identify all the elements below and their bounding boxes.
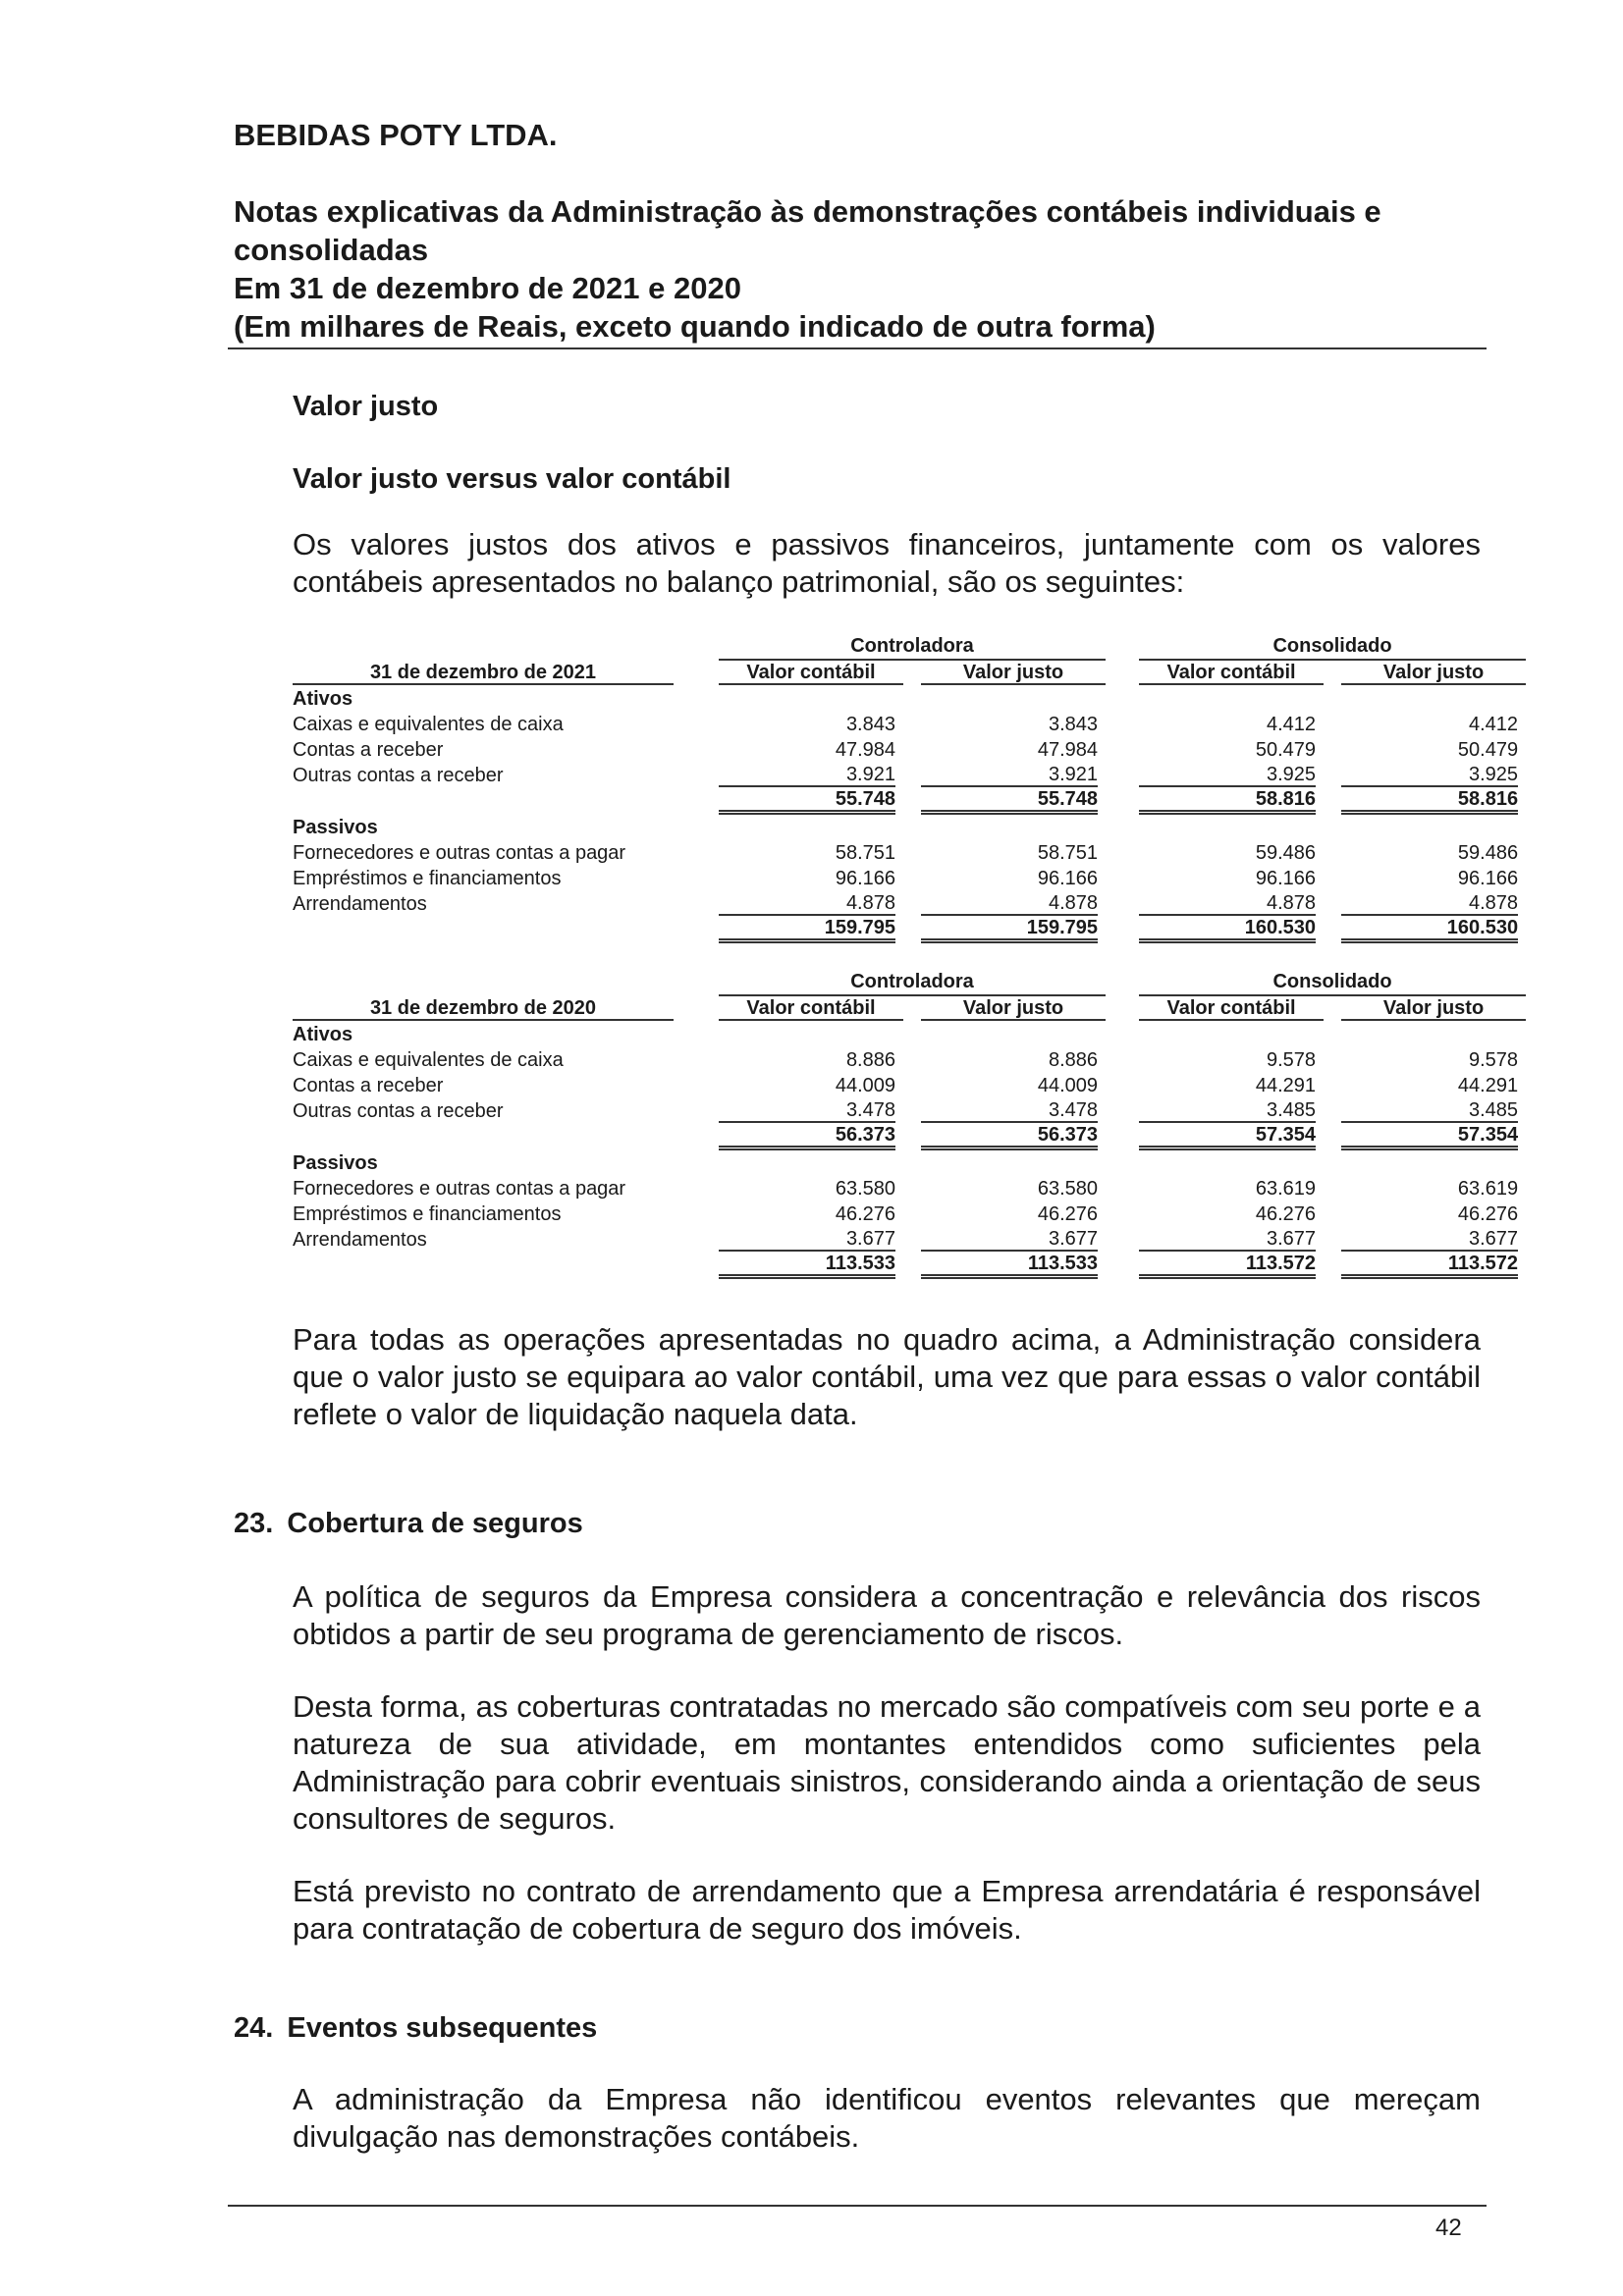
section-label: Ativos — [293, 1024, 353, 1045]
column-header: Valor justo — [921, 996, 1106, 1022]
company-name: BEBIDAS POTY LTDA. — [234, 118, 558, 152]
header-divider — [228, 347, 1487, 349]
table-row: Outras contas a receber 3.478 3.478 3.485 3.485 — [293, 1099, 1519, 1122]
table-date: 31 de dezembro de 2021 — [293, 661, 685, 686]
section-24-heading — [234, 2012, 597, 2045]
section-title: Cobertura de seguros — [287, 1508, 583, 1539]
table-row: Caixas e equivalentes de caixa 3.843 3.843 4.412 4.412 — [293, 714, 1519, 735]
column-header: Valor contábil — [719, 661, 903, 686]
total-row: 56.373 56.373 57.354 57.354 — [293, 1124, 1526, 1150]
fair-value-conclusion: Para todas as operações apresentadas no quadro acima, a Administração considera que o valor justo se equipara ao valor contábil, uma vez que para essas o valor contábil reflete o valor de liquidação naquela data. — [293, 1322, 1481, 1431]
table-row: Fornecedores e outras contas a pagar 63.580 63.580 63.619 63.619 — [293, 1178, 1519, 1200]
section-title: Eventos subsequentes — [287, 2012, 598, 2044]
column-header: Valor contábil — [1139, 996, 1324, 1022]
group-header-consolidado: Consolidado — [1139, 969, 1526, 996]
section-23-paragraph: Desta forma, as coberturas contratadas no mercado são compatíveis com seu porte e a natureza de sua atividade, em montantes entendidos como suficientes pela Administração para cobrir eventuais sinistros, considerando ainda a orientação de seus consultores de seguros. — [293, 1689, 1481, 1836]
table-row: Caixas e equivalentes de caixa 8.886 8.886 9.578 9.578 — [293, 1049, 1519, 1071]
total-row: 159.795 159.795 160.530 160.530 — [293, 917, 1526, 943]
title-line: (Em milhares de Reais, exceto quando indicado de outra forma) — [234, 309, 1156, 344]
section-label: Ativos — [293, 688, 353, 710]
section-23-heading — [234, 1508, 583, 1540]
fair-value-table-2020 — [293, 969, 1519, 1279]
title-line: Notas explicativas da Administração às demonstrações contábeis individuais e — [234, 194, 1381, 229]
table-date: 31 de dezembro de 2020 — [293, 996, 685, 1022]
table-row: Fornecedores e outras contas a pagar 58.751 58.751 59.486 59.486 — [293, 842, 1519, 864]
section-24-paragraph: A administração da Empresa não identificou eventos relevantes que mereçam divulgação nas demonstrações contábeis. — [293, 2082, 1481, 2154]
table-row: Arrendamentos 3.677 3.677 3.677 3.677 — [293, 1228, 1519, 1251]
column-header: Valor contábil — [719, 996, 903, 1022]
title-line: consolidadas — [234, 233, 429, 267]
document-title — [234, 192, 1481, 346]
section-number: 23. — [234, 1508, 274, 1539]
section-23-paragraph: A política de seguros da Empresa considera a concentração e relevância dos riscos obtidos a partir de seu programa de gerenciamento de riscos. — [293, 1579, 1481, 1651]
table-row: Arrendamentos 4.878 4.878 4.878 4.878 — [293, 892, 1519, 915]
section-number: 24. — [234, 2012, 274, 2044]
fair-value-subheading: Valor justo versus valor contábil — [293, 463, 731, 495]
group-header-controladora: Controladora — [719, 633, 1106, 661]
table-row: Contas a receber 44.009 44.009 44.291 44.291 — [293, 1075, 1519, 1096]
table-row: Empréstimos e financiamentos 96.166 96.166 96.166 96.166 — [293, 868, 1519, 889]
group-header-controladora: Controladora — [719, 969, 1106, 996]
table-row: Outras contas a receber 3.921 3.921 3.925 3.925 — [293, 764, 1519, 786]
column-header: Valor justo — [1341, 996, 1526, 1022]
column-header: Valor justo — [1341, 661, 1526, 686]
group-header-consolidado: Consolidado — [1139, 633, 1526, 661]
footer-divider — [228, 2205, 1487, 2207]
page-number: 42 — [1435, 2215, 1462, 2241]
fair-value-table-2021 — [293, 633, 1519, 943]
section-label: Passivos — [293, 1152, 378, 1174]
fair-value-heading: Valor justo — [293, 391, 439, 422]
title-line: Em 31 de dezembro de 2021 e 2020 — [234, 271, 741, 305]
section-23-paragraph: Está previsto no contrato de arrendamento que a Empresa arrendatária é responsável para contratação de cobertura de seguro dos imóveis. — [293, 1874, 1481, 1946]
table-row: Empréstimos e financiamentos 46.276 46.276 46.276 46.276 — [293, 1203, 1519, 1225]
total-row: 113.533 113.533 113.572 113.572 — [293, 1253, 1526, 1279]
column-header: Valor contábil — [1139, 661, 1324, 686]
column-header: Valor justo — [921, 661, 1106, 686]
total-row: 55.748 55.748 58.816 58.816 — [293, 788, 1526, 815]
section-label: Passivos — [293, 817, 378, 838]
fair-value-intro: Os valores justos dos ativos e passivos financeiros, juntamente com os valores contábeis apresentados no balanço patrimonial, são os seguintes: — [293, 527, 1481, 599]
table-row: Contas a receber 47.984 47.984 50.479 50.479 — [293, 739, 1519, 761]
